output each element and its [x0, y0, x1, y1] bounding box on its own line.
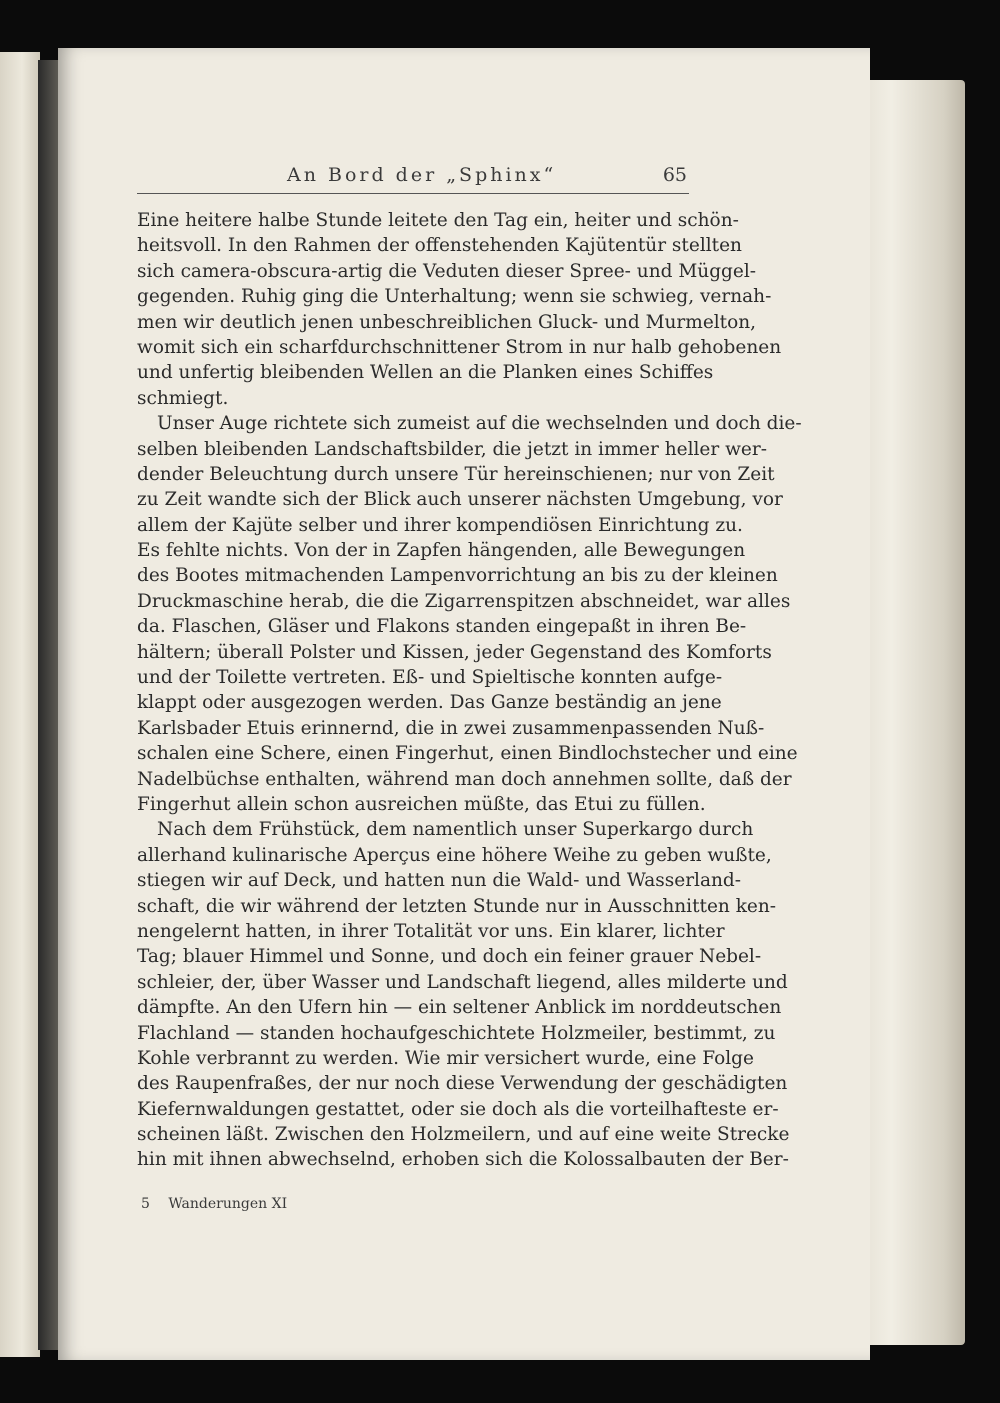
- text-line: scheinen läßt. Zwischen den Holzmeilern, und auf eine weite Strecke: [137, 1124, 790, 1146]
- text-line: men wir deutlich jenen unbeschreiblichen Gluck- und Murmelton,: [137, 311, 757, 333]
- text-line: Nadelbüchse enthalten, während man doch annehmen sollte, daß der: [137, 768, 792, 790]
- text-line: Kohle verbrannt zu werden. Wie mir versichert wurde, eine Folge: [137, 1047, 754, 1069]
- text-line: schleier, der, über Wasser und Landschaft liegend, alles milderte und: [137, 971, 788, 993]
- text-line: und der Toilette vertreten. Eß- und Spieltische konnten aufge-: [137, 667, 723, 689]
- text-line: Nach dem Frühstück, dem namentlich unser Superkargo durch: [157, 819, 754, 841]
- text-line: allem der Kajüte selber und ihrer kompendiösen Einrichtung zu.: [137, 514, 743, 536]
- text-line: klappt oder ausgezogen werden. Das Ganze beständig an jene: [137, 692, 722, 714]
- text-line: Eine heitere halbe Stunde leitete den Tag ein, heiter und schön-: [137, 210, 739, 231]
- text-line: dämpfte. An den Ufern hin — ein seltener Anblick im norddeutschen: [137, 997, 782, 1019]
- text-line: und unfertig bleibenden Wellen an die Planken eines Schiffes: [137, 362, 714, 384]
- text-line: hin mit ihnen abwechselnd, erhoben sich die Kolossalbauten der Ber-: [137, 1149, 789, 1171]
- text-line: heitsvoll. In den Rahmen der offenstehenden Kajütentür stellten: [137, 235, 742, 257]
- text-line: stiegen wir auf Deck, und hatten nun die Wald- und Wasserland-: [137, 870, 742, 892]
- text-line: schmiegt.: [137, 387, 229, 409]
- text-line: sich camera-obscura-artig die Veduten dieser Spree- und Müggel-: [137, 260, 757, 282]
- text-line: schaft, die wir während der letzten Stunde nur in Ausschnitten ken-: [137, 895, 777, 917]
- body-text: [137, 208, 802, 1173]
- text-line: des Bootes mitmachenden Lampenvorrichtung an bis zu der kleinen: [137, 565, 778, 587]
- text-line: Flachland — standen hochaufgeschichtete Holzmeiler, bestimmt, zu: [137, 1022, 776, 1044]
- text-line: Unser Auge richtete sich zumeist auf die wechselnden und doch die-: [157, 413, 802, 435]
- text-line: Karlsbader Etuis erinnernd, die in zwei zusammenpassenden Nuß-: [137, 717, 765, 739]
- text-line: Es fehlte nichts. Von der in Zapfen hängenden, alle Bewegungen: [137, 540, 746, 562]
- series-title: Wanderungen XI: [168, 1196, 288, 1212]
- text-line: hältern; überall Polster und Kissen, jeder Gegenstand des Komforts: [137, 641, 772, 663]
- text-line: womit sich ein scharfdurchschnittener Strom in nur halb gehobenen: [137, 336, 782, 358]
- text-line: Druckmaschine herab, die die Zigarrenspitzen abschneidet, war alles: [137, 590, 791, 612]
- signature-mark: 5: [141, 1196, 150, 1212]
- text-line: gegenden. Ruhig ging die Unterhaltung; wenn sie schwieg, vernah-: [137, 286, 772, 308]
- running-header: [137, 164, 687, 194]
- text-line: schalen eine Schere, einen Fingerhut, einen Bindlochstecher und eine: [137, 743, 798, 765]
- page-footer: [141, 1196, 301, 1212]
- text-line: Kiefernwaldungen gestattet, oder sie doch als die vorteilhafteste er-: [137, 1098, 779, 1120]
- page-number: 65: [662, 164, 687, 186]
- running-header-title: An Bord der „Sphinx“: [287, 164, 557, 186]
- header-rule: [137, 193, 689, 194]
- text-line: des Raupenfraßes, der nur noch diese Verwendung der geschädigten: [137, 1073, 788, 1095]
- text-line: da. Flaschen, Gläser und Flakons standen eingepaßt in ihren Be-: [137, 616, 747, 638]
- text-line: selben bleibenden Landschaftsbilder, die jetzt in immer heller wer-: [137, 438, 767, 460]
- text-line: allerhand kulinarische Aperçus eine höhere Weihe zu geben wußte,: [137, 844, 772, 866]
- text-line: nengelernt hatten, in ihrer Totalität vor uns. Ein klarer, lichter: [137, 920, 725, 942]
- text-line: Fingerhut allein schon ausreichen müßte, das Etui zu füllen.: [137, 793, 706, 815]
- text-line: zu Zeit wandte sich der Blick auch unserer nächsten Umgebung, vor: [137, 489, 783, 511]
- text-line: Tag; blauer Himmel und Sonne, und doch ein feiner grauer Nebel-: [137, 946, 762, 968]
- text-line: dender Beleuchtung durch unsere Tür hereinschienen; nur von Zeit: [137, 463, 775, 485]
- page-block-edge: [860, 80, 965, 1345]
- left-facing-page-edge: [0, 52, 40, 1357]
